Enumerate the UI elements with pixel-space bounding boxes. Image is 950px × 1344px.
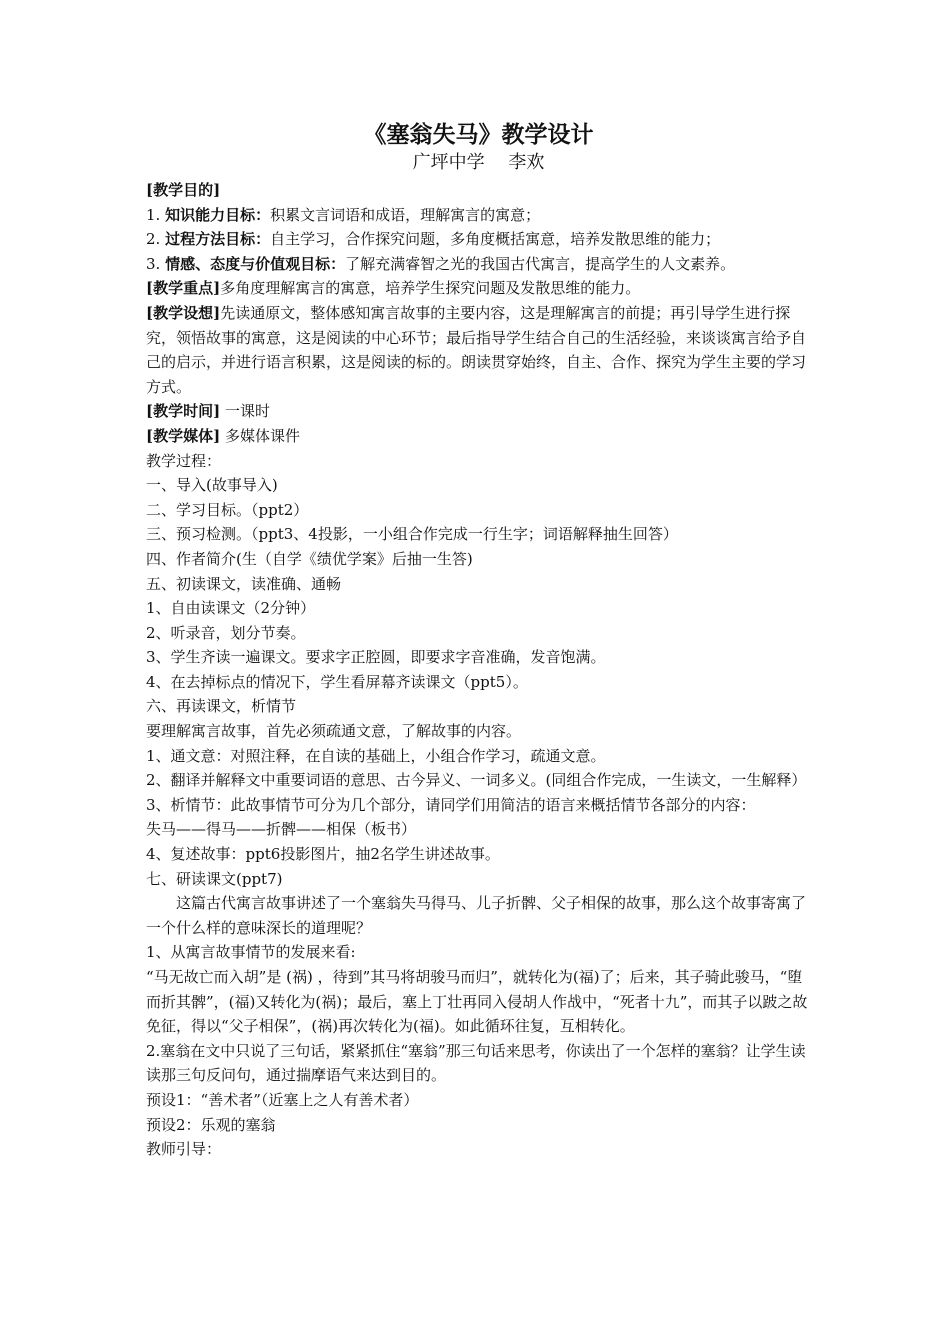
media-paragraph [146, 424, 811, 449]
document-author: 广坪中学 李欢 [412, 152, 545, 173]
time-heading: [教学时间] [146, 402, 221, 421]
time-text: 一课时 [220, 402, 270, 421]
process-line: 2、翻译并解释文中重要词语的意思、古今异义、一词多义。(同组合作完成，一生读文，一生解释） [146, 771, 807, 790]
process-line: 3、析情节：此故事情节可分为几个部分，请同学们用简洁的语言来概括情节各部分的内容： [146, 795, 756, 814]
goal-text: 了解充满睿智之光的我国古代寓言，提高学生的人文素养。 [345, 254, 736, 273]
goal-item [146, 252, 811, 277]
design-text: 先读通原文，整体感知寓言故事的主要内容，这是理解寓言的前提；再引导学生进行探究，领悟故事的寓意，这是阅读的中心环节；最后指导学生结合自己的生活经验，来谈谈寓言给予自己的启示，并进行语言积累，这是阅读的标的。朗读贯穿始终，自主、合作、探究为学生主要的学习方式。 [146, 303, 807, 396]
process-line: 4、在去掉标点的情况下，学生看屏幕齐读课文（ppt5）。 [146, 672, 528, 691]
process-line: 预设1：“善术者”（近塞上之人有善术者） [146, 1090, 419, 1109]
goal-label: 过程方法目标： [165, 230, 271, 249]
process-line: 四、作者简介(生（自学《绩优学案》后抽一生答) [146, 549, 473, 568]
process-line: 教师引导： [146, 1140, 222, 1159]
process-line: 五、初读课文，读准确、通畅 [146, 574, 342, 593]
process-line: 1、通文意：对照注释，在自读的基础上，小组合作学习，疏通文意。 [146, 746, 606, 765]
process-line: 七、研读课文(ppt7) [146, 869, 283, 888]
media-text: 多媒体课件 [220, 426, 300, 445]
process-line: 1、从寓言故事情节的发展来看: [146, 943, 356, 962]
document-page [146, 120, 811, 1162]
focus-heading: [教学重点] [146, 279, 221, 298]
process-line: 失马——得马——折髀——相保（板书） [146, 820, 417, 839]
process-line: 要理解寓言故事，首先必须疏通文意，了解故事的内容。 [146, 722, 522, 741]
goal-number: 2. [146, 230, 161, 249]
process-line: 二、学习目标。（ppt2） [146, 500, 309, 519]
goal-item [146, 227, 811, 252]
goal-text: 积累文言词语和成语，理解寓言的寓意； [270, 205, 541, 224]
document-title: 《塞翁失马》教学设计 [363, 121, 594, 148]
process-line: 1、自由读课文（2分钟） [146, 599, 316, 618]
process-line: 3、学生齐读一遍课文。要求字正腔圆，即要求字音准确，发音饱满。 [146, 648, 606, 667]
goal-text: 自主学习，合作探究问题，多角度概括寓意，培养发散思维的能力； [270, 230, 721, 249]
goal-item [146, 203, 811, 228]
goals-heading: [教学目的] [146, 181, 221, 199]
process-line: 2.塞翁在文中只说了三句话，紧紧抓住“塞翁”那三句话来思考，你读出了一个怎样的塞翁？让学生读读那三句反问句，通过揣摩语气来达到目的。 [146, 1041, 806, 1085]
design-heading: [教学设想] [146, 303, 221, 322]
process-line: 教学过程： [146, 451, 222, 470]
focus-text: 多角度理解寓言的寓意，培养学生探究问题及发散思维的能力。 [220, 279, 641, 298]
goal-label: 情感、态度与价值观目标： [165, 254, 346, 273]
process-line: 六、再读课文，析情节 [146, 697, 297, 716]
process-line: 三、预习检测。（ppt3、4投影，一小组合作完成一行生字；词语解释抽生回答） [146, 525, 678, 544]
goal-label: 知识能力目标： [165, 205, 271, 224]
process-line: 预设2：乐观的塞翁 [146, 1115, 276, 1134]
process-line: 4、复述故事：ppt6投影图片，抽2名学生讲述故事。 [146, 845, 500, 864]
time-paragraph [146, 399, 811, 424]
focus-paragraph [146, 276, 811, 301]
process-line: “马无故亡而入胡”是 (祸) ，待到”其马将胡骏马而归”，就转化为(福)了；后来，其子骑此骏马，“堕而折其髀”，(福)又转化为(祸)；最后，塞上丁壮再同入侵胡人作战中，“死者十九”，而其子以跛之故免征，得以“父子相保”，(祸)再次转化为(福)。如此循环往复，互相转化。 [146, 968, 808, 1036]
study-intro-paragraph: 这篇古代寓言故事讲述了一个塞翁失马得马、儿子折髀、父子相保的故事，那么这个故事寄寓了一个什么样的意味深长的道理呢？ [146, 894, 807, 937]
media-heading: [教学媒体] [146, 426, 221, 445]
goal-number: 1. [146, 205, 161, 224]
design-paragraph [146, 301, 811, 399]
goal-number: 3. [146, 254, 161, 273]
process-line: 2、听录音，划分节奏。 [146, 623, 306, 642]
process-line: 一、导入(故事导入) [146, 476, 278, 495]
